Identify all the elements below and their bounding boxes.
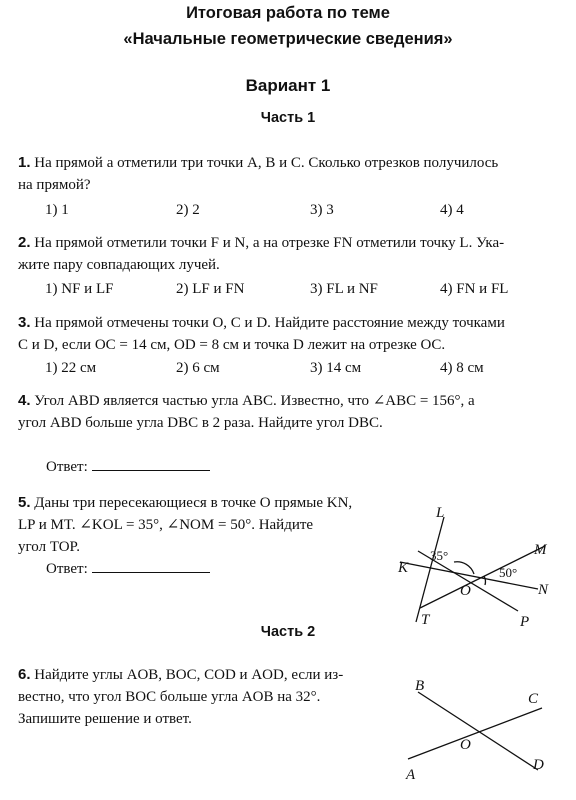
answer-blank[interactable] <box>92 458 210 471</box>
angle-arc-50 <box>484 576 485 585</box>
title-line-2: «Начальные геометрические сведения» <box>123 30 453 48</box>
option[interactable]: 1) NF и LF <box>45 281 114 297</box>
label-A: A <box>406 767 416 783</box>
question-number: 5. <box>18 494 31 511</box>
answer-blank[interactable] <box>92 560 210 573</box>
question-5 <box>18 492 352 558</box>
question-text: жите пару совпадающих лучей. <box>18 257 220 273</box>
option[interactable]: 2) LF и FN <box>176 281 245 297</box>
question-4 <box>18 390 475 434</box>
option[interactable]: 2) 6 см <box>176 360 220 376</box>
figure-two-lines <box>398 672 558 792</box>
line-BD <box>418 692 538 770</box>
option[interactable]: 4) 8 см <box>440 360 484 376</box>
question-number: 1. <box>18 154 31 171</box>
question-text: LP и MT. ∠KOL = 35°, ∠NOM = 50°. Найдите <box>18 517 314 533</box>
label-N: N <box>538 582 549 598</box>
answer-row-5 <box>46 560 210 578</box>
angle-label-50: 50° <box>499 565 518 580</box>
option[interactable]: 2) 2 <box>176 202 200 218</box>
option[interactable]: 1) 22 см <box>45 360 97 376</box>
option[interactable]: 1) 1 <box>45 202 69 218</box>
option[interactable]: 3) 14 см <box>310 360 362 376</box>
question-text: Угол ABD является частью угла ABC. Известно, что ∠ABC = 156°, а <box>34 393 475 409</box>
label-P: P <box>520 614 530 630</box>
option[interactable]: 3) 3 <box>310 202 334 218</box>
question-text: Запишите решение и ответ. <box>18 711 192 727</box>
question-number: 3. <box>18 314 31 331</box>
part-2-heading: Часть 2 <box>260 624 316 640</box>
question-6 <box>18 664 343 730</box>
part-1-heading: Часть 1 <box>260 110 316 126</box>
label-L: L <box>436 505 445 521</box>
question-text: вестно, что угол BOC больше угла AOB на 32°. <box>18 689 321 705</box>
label-M: M <box>534 542 547 558</box>
line-AC <box>408 708 542 759</box>
variant-heading: Вариант 1 <box>245 76 331 95</box>
answer-label: Ответ: <box>46 561 88 577</box>
question-1 <box>18 152 498 196</box>
answer-row-4 <box>46 458 210 476</box>
question-text: на прямой? <box>18 177 91 193</box>
question-text: C и D, если OC = 14 см, OD = 8 см и точка D лежит на отрезке OC. <box>18 337 446 353</box>
option[interactable]: 4) 4 <box>440 202 464 218</box>
question-text: На прямой a отметили три точки A, B и C. Сколько отрезков получилось <box>34 155 499 171</box>
question-text: На прямой отметили точки F и N, а на отрезке FN отметили точку L. Ука- <box>34 235 505 251</box>
label-O: O <box>460 737 471 753</box>
question-text: угол ABD больше угла DBC в 2 раза. Найдите угол DBC. <box>18 415 383 431</box>
question-text: Даны три пересекающиеся в точке O прямые KN, <box>34 495 353 511</box>
question-3 <box>18 312 505 356</box>
question-number: 4. <box>18 392 31 409</box>
question-number: 6. <box>18 666 31 683</box>
label-O: O <box>460 583 471 599</box>
question-number: 2. <box>18 234 31 251</box>
option[interactable]: 4) FN и FL <box>440 281 509 297</box>
label-T: T <box>421 612 430 628</box>
label-B: B <box>415 678 425 694</box>
question-text: угол TOP. <box>18 539 80 555</box>
label-C: C <box>528 691 539 707</box>
label-K: K <box>398 560 409 576</box>
option[interactable]: 3) FL и NF <box>310 281 378 297</box>
title-line-1: Итоговая работа по теме <box>186 4 390 22</box>
question-text: На прямой отмечены точки O, C и D. Найдите расстояние между точками <box>34 315 505 331</box>
angle-label-35: 35° <box>430 548 449 563</box>
question-text: Найдите углы AOB, BOC, COD и AOD, если из- <box>34 667 344 683</box>
question-2 <box>18 232 504 276</box>
label-D: D <box>533 757 544 773</box>
answer-label: Ответ: <box>46 459 88 475</box>
angle-arc-35 <box>454 562 474 574</box>
